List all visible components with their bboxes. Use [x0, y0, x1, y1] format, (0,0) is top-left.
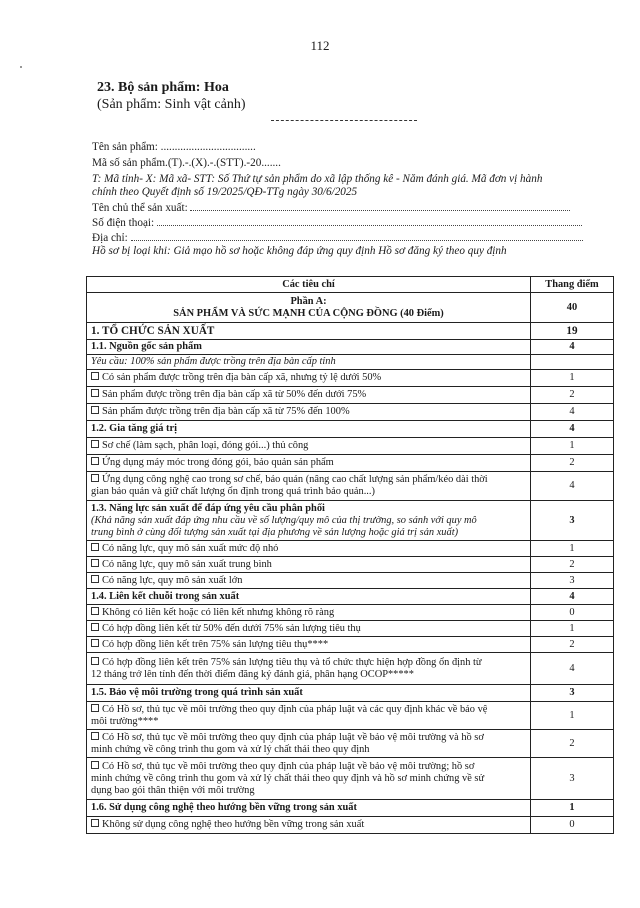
criterion-score: 1	[531, 438, 614, 455]
criterion-text: Không sử dụng công nghệ theo hướng bền vững trong sản xuất	[102, 819, 365, 830]
table-header-row	[87, 277, 614, 293]
address-field[interactable]	[92, 231, 583, 245]
table-row	[87, 472, 614, 501]
criterion-cell[interactable]	[87, 387, 531, 404]
table-row	[87, 605, 614, 621]
subsection-1-6-score: 1	[531, 800, 614, 817]
criteria-header: Các tiêu chí	[87, 277, 531, 293]
page-number: 112	[310, 38, 330, 53]
subsection-1-4-score: 4	[531, 589, 614, 605]
criterion-score: 4	[531, 472, 614, 501]
criterion-text-continued: gian bảo quản và giữ chất lượng ổn định trong quá trình bảo quản...)	[91, 486, 375, 497]
criterion-score: 1	[531, 702, 614, 730]
criterion-score: 2	[531, 730, 614, 758]
criterion-cell[interactable]	[87, 541, 531, 557]
criterion-cell[interactable]	[87, 557, 531, 573]
checkbox-icon[interactable]	[91, 440, 99, 448]
code-note-line2: chính theo Quyết định số 19/2025/QĐ-TTg ngày 30/6/2025	[92, 186, 358, 198]
checkbox-icon[interactable]	[91, 559, 99, 567]
criterion-text-continued: môi trường****	[91, 715, 159, 727]
subsection-1-6-label: 1.6. Sử dụng công nghệ theo hướng bền vững trong sản xuất	[87, 800, 531, 817]
section-1-score: 19	[531, 323, 614, 340]
table-row	[87, 637, 614, 653]
subsection-1-3-note: (Khả năng sản xuất đáp ứng nhu cầu về số lượng/quy mô của thị trường, so sánh với quy mô	[91, 514, 477, 526]
table-row	[87, 758, 614, 800]
table-row	[87, 817, 614, 834]
table-row	[87, 573, 614, 589]
checkbox-icon[interactable]	[91, 389, 99, 397]
subsection-1-2-row	[87, 421, 614, 438]
criterion-score: 3	[531, 758, 614, 800]
phone-fill-line[interactable]	[157, 216, 582, 226]
product-name-field[interactable]: Tên sản phẩm: ..................................	[92, 141, 256, 153]
table-row	[87, 404, 614, 421]
criterion-score: 3	[531, 573, 614, 589]
score-header: Thang điểm	[531, 277, 614, 293]
criterion-text: Có hợp đồng liên kết từ 50% đến dưới 75% sản lượng tiêu thụ	[102, 622, 361, 634]
subsection-1-2-label: 1.2. Gia tăng giá trị	[87, 421, 531, 438]
criterion-cell[interactable]	[87, 621, 531, 637]
owner-field[interactable]	[92, 201, 570, 215]
subsection-1-3-note-line2: trung bình ở cùng đối tượng sản xuất tại địa phương về sản lượng hoặc giá trị sản xuất)	[91, 526, 459, 538]
checkbox-icon[interactable]	[91, 639, 99, 647]
criterion-text: Có hợp đồng liên kết trên 75% sản lượng tiêu thụ****	[102, 638, 329, 650]
criterion-text: Có năng lực, quy mô sản xuất trung bình	[102, 558, 272, 570]
part-a-label	[87, 293, 531, 323]
criterion-cell[interactable]	[87, 605, 531, 621]
address-label: Địa chỉ:	[92, 232, 128, 244]
subsection-1-3-label: 1.3. Năng lực sản xuất để đáp ứng yêu cầu phân phối	[91, 502, 325, 514]
checkbox-icon[interactable]	[91, 372, 99, 380]
code-note: T: Mã tỉnh- X: Mã xã- STT: Số Thứ tự sản phẩm do xã lập thống kê - Năm đánh giá. Mã đơn vị hành	[92, 173, 543, 185]
part-a-line1: Phần A:	[290, 295, 327, 307]
checkbox-icon[interactable]	[91, 457, 99, 465]
criterion-text: Ứng dụng công nghệ cao trong sơ chế, bảo quản (nâng cao chất lượng sản phẩm/kéo dài thời	[102, 474, 488, 485]
table-row	[87, 621, 614, 637]
checkbox-icon[interactable]	[91, 607, 99, 615]
checkbox-icon[interactable]	[91, 657, 99, 665]
criterion-score: 2	[531, 557, 614, 573]
subsection-1-1-score: 4	[531, 340, 614, 355]
document-title: 23. Bộ sản phẩm: Hoa	[97, 80, 229, 95]
part-a-row	[87, 293, 614, 323]
criterion-score: 1	[531, 621, 614, 637]
criteria-table	[86, 276, 614, 834]
checkbox-icon[interactable]	[91, 474, 99, 482]
subsection-1-1-row	[87, 340, 614, 355]
criterion-cell[interactable]	[87, 653, 531, 685]
criterion-cell[interactable]	[87, 472, 531, 501]
criterion-text: Có Hồ sơ, thủ tục về môi trường theo quy định của pháp luật về bảo vệ môi trường; hồ sơ	[102, 760, 475, 772]
checkbox-icon[interactable]	[91, 575, 99, 583]
criterion-text-continued: dụng bao gói thân thiện với môi trường	[91, 784, 255, 796]
table-row	[87, 653, 614, 685]
table-row	[87, 541, 614, 557]
criterion-cell[interactable]	[87, 637, 531, 653]
dashed-divider	[271, 120, 417, 121]
criterion-cell[interactable]	[87, 758, 531, 800]
part-a-line2: SẢN PHẨM VÀ SỨC MẠNH CỦA CỘNG ĐỒNG (40 Điểm)	[173, 307, 444, 319]
table-row	[87, 557, 614, 573]
checkbox-icon[interactable]	[91, 704, 99, 712]
subsection-1-4-label: 1.4. Liên kết chuỗi trong sản xuất	[87, 589, 531, 605]
subsection-1-1-note-row	[87, 355, 614, 370]
subsection-1-5-label: 1.5. Bảo vệ môi trường trong quá trình sản xuất	[87, 685, 531, 702]
criterion-text: Có năng lực, quy mô sản xuất mức độ nhỏ	[102, 542, 279, 554]
criterion-cell[interactable]	[87, 370, 531, 387]
subsection-1-3-row	[87, 501, 614, 541]
empty-score-cell	[531, 355, 614, 370]
table-row	[87, 455, 614, 472]
criterion-cell[interactable]	[87, 730, 531, 758]
criterion-text: Có sản phẩm được trồng trên địa bàn cấp xã, nhưng tỷ lệ dưới 50%	[102, 372, 382, 383]
criterion-text: Có Hồ sơ, thủ tục về môi trường theo quy định của pháp luật và các quy định khác về bảo vệ	[102, 703, 488, 715]
criterion-cell[interactable]	[87, 817, 531, 834]
criterion-text-continued: minh chứng về công trình thu gom và xử lý chất thải theo quy định và hồ sơ minh chứng về sử	[91, 772, 485, 784]
criterion-score: 0	[531, 605, 614, 621]
rejection-note: Hồ sơ bị loại khi: Giả mạo hồ sơ hoặc không đáp ứng quy định Hồ sơ đăng ký theo quy định	[92, 245, 507, 257]
criterion-text-continued: minh chứng về công trình thu gom và xử lý chất thải theo quy định	[91, 743, 370, 755]
criterion-score: 4	[531, 653, 614, 685]
criterion-text: Sơ chế (làm sạch, phân loại, đóng gói...) thủ công	[102, 440, 309, 451]
criterion-score: 0	[531, 817, 614, 834]
subsection-1-3-cell	[87, 501, 531, 541]
criterion-text: Có năng lực, quy mô sản xuất lớn	[102, 574, 243, 586]
table-row	[87, 370, 614, 387]
criterion-text: Sản phẩm được trồng trên địa bàn cấp xã từ 75% đến 100%	[102, 406, 350, 417]
subsection-1-5-row	[87, 685, 614, 702]
scan-mark	[20, 66, 22, 68]
table-row	[87, 387, 614, 404]
subsection-1-1-note: Yêu cầu: 100% sản phẩm được trồng trên địa bàn cấp tỉnh	[87, 355, 531, 370]
criterion-cell[interactable]	[87, 573, 531, 589]
checkbox-icon[interactable]	[91, 406, 99, 414]
product-code-field[interactable]: Mã số sản phẩm.(T).-.(X).-.(STT).-20.......	[92, 157, 281, 169]
phone-label: Số điện thoại:	[92, 217, 155, 229]
phone-field[interactable]	[92, 216, 582, 230]
subsection-1-3-score: 3	[531, 501, 614, 541]
owner-fill-line[interactable]	[190, 201, 570, 211]
section-1-label: 1. TỔ CHỨC SẢN XUẤT	[87, 323, 531, 340]
table-row	[87, 730, 614, 758]
checkbox-icon[interactable]	[91, 543, 99, 551]
subsection-1-1-label: 1.1. Nguồn gốc sản phẩm	[87, 340, 531, 355]
table-row	[87, 438, 614, 455]
criterion-cell[interactable]	[87, 455, 531, 472]
criterion-cell[interactable]	[87, 438, 531, 455]
subsection-1-2-score: 4	[531, 421, 614, 438]
checkbox-icon[interactable]	[91, 623, 99, 631]
subsection-1-6-row	[87, 800, 614, 817]
criterion-cell[interactable]	[87, 702, 531, 730]
criterion-text-continued: 12 tháng trở lên tính đến thời điểm đăng ký đánh giá, phân hạng OCOP*****	[91, 668, 414, 680]
address-fill-line[interactable]	[131, 231, 583, 241]
criterion-score: 2	[531, 637, 614, 653]
criterion-score: 2	[531, 387, 614, 404]
section-1-row	[87, 323, 614, 340]
criterion-score: 2	[531, 455, 614, 472]
table-row	[87, 702, 614, 730]
checkbox-icon[interactable]	[91, 732, 99, 740]
document-subtitle: (Sản phẩm: Sinh vật cảnh)	[97, 97, 246, 112]
criterion-text: Sản phẩm được trồng trên địa bàn cấp xã từ 50% đến dưới 75%	[102, 389, 367, 400]
criterion-cell[interactable]	[87, 404, 531, 421]
criterion-score: 4	[531, 404, 614, 421]
criterion-score: 1	[531, 541, 614, 557]
checkbox-icon[interactable]	[91, 761, 99, 769]
criterion-text: Không có liên kết hoặc có liên kết nhưng không rõ ràng	[102, 606, 335, 618]
criterion-text: Ứng dụng máy móc trong đóng gói, bảo quản sản phẩm	[102, 457, 334, 468]
subsection-1-4-row	[87, 589, 614, 605]
criterion-text: Có Hồ sơ, thủ tục về môi trường theo quy định của pháp luật về bảo vệ môi trường và hồ sơ	[102, 731, 484, 743]
part-a-score: 40	[531, 293, 614, 323]
criterion-score: 1	[531, 370, 614, 387]
criterion-text: Có hợp đồng liên kết trên 75% sản lượng tiêu thụ và tổ chức thực hiện hợp đồng ổn định từ	[102, 656, 482, 668]
subsection-1-5-score: 3	[531, 685, 614, 702]
checkbox-icon[interactable]	[91, 819, 99, 827]
owner-label: Tên chủ thể sản xuất:	[92, 202, 188, 214]
